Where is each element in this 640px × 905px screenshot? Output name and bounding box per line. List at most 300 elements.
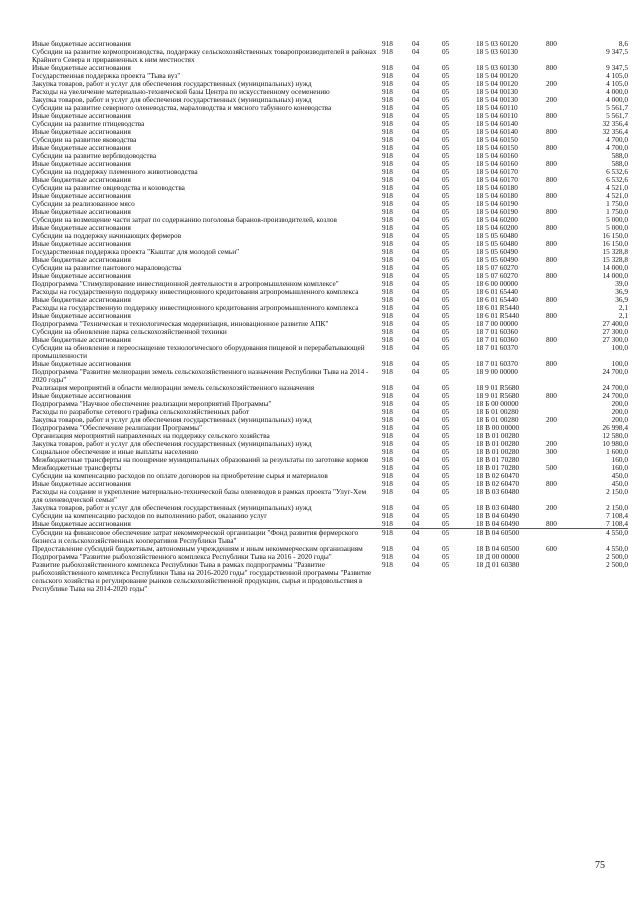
row-razdel: 04 [412, 215, 420, 224]
row-name: Подпрограмма "Развитие мелиорации земель сельскохозяйственного назначения Республики Тыва на 2014 - 2020 годы" [32, 367, 369, 384]
row-grbs: 918 [382, 143, 393, 152]
row-csr: 18 5 04 60200 [476, 223, 518, 232]
row-name: Субсидии на развитие кормопроизводства, поддержку сельскохозяйственных товаропроизводителей в районах Крайнего Севера и приравненных к ним местностях [32, 47, 377, 64]
row-name: Реализация мероприятий в области мелиорации земель сельскохозяйственного назначения [32, 383, 315, 392]
table-row [32, 456, 628, 464]
row-csr: 18 5 04 00120 [476, 71, 518, 80]
row-grbs: 918 [382, 255, 393, 264]
row-podrazdel: 05 [442, 143, 450, 152]
row-sum: 6 532,6 [606, 167, 628, 176]
row-sum: 200,0 [611, 415, 628, 424]
row-grbs: 918 [382, 135, 393, 144]
row-razdel: 04 [412, 439, 420, 448]
row-sum: 160,0 [611, 463, 628, 472]
row-podrazdel: 05 [442, 383, 450, 392]
row-csr: 18 В 04 60490 [476, 511, 520, 520]
row-name: Иные бюджетные ассигнования [32, 520, 382, 529]
row-csr: 18 5 04 60180 [476, 183, 518, 192]
row-razdel: 04 [412, 47, 420, 56]
row-name: Подпрограмма "Научное обеспечение реализации мероприятий Программы" [32, 399, 272, 408]
row-name: Иные бюджетные ассигнования [32, 111, 131, 120]
row-razdel: 04 [412, 295, 420, 304]
row-sum: 9 347,5 [606, 63, 628, 72]
row-name: Подпрограмма "Развитие рыбохозяйственного комплекса Республики Тыва на 2016 - 2020 годы" [32, 552, 332, 561]
row-grbs: 918 [382, 151, 393, 160]
row-name: Государственная поддержка проекта "Кыштаг для молодой семьи" [32, 247, 240, 256]
row-grbs: 918 [382, 167, 393, 176]
row-podrazdel: 05 [442, 295, 450, 304]
row-razdel: 04 [412, 552, 420, 561]
row-grbs: 918 [382, 71, 393, 80]
row-podrazdel: 05 [442, 47, 450, 56]
row-grbs: 918 [382, 207, 393, 216]
row-grbs: 918 [382, 528, 393, 537]
row-grbs: 918 [382, 159, 393, 168]
row-razdel: 04 [412, 127, 420, 136]
row-sum: 4 521,0 [606, 183, 628, 192]
row-podrazdel: 05 [442, 127, 450, 136]
row-vr: 800 [546, 295, 557, 304]
row-csr: 18 5 04 60150 [476, 143, 518, 152]
row-grbs: 918 [382, 119, 393, 128]
row-podrazdel: 05 [442, 263, 450, 272]
table-body [32, 40, 628, 593]
row-razdel: 04 [412, 191, 420, 200]
row-sum: 12 580,0 [602, 431, 628, 440]
row-csr: 18 5 03 60130 [476, 63, 518, 72]
row-grbs: 918 [382, 487, 393, 496]
table-row [32, 368, 628, 384]
row-csr: 18 5 05 60480 [476, 231, 518, 240]
row-podrazdel: 05 [442, 231, 450, 240]
row-vr [546, 488, 576, 504]
row-sum: 8,6 [618, 39, 628, 48]
row-vr: 800 [546, 520, 576, 529]
row-razdel: 04 [412, 335, 420, 344]
row-sum: 9 347,5 [606, 47, 628, 56]
row-name: Субсидии на поддержку племенного животноводства [32, 167, 198, 176]
row-name: Иные бюджетные ассигнования [32, 271, 131, 280]
row-name: Иные бюджетные ассигнования [32, 359, 131, 368]
row-grbs: 918 [382, 175, 393, 184]
row-vr: 800 [546, 335, 557, 344]
row-razdel: 04 [412, 279, 420, 288]
row-vr: 800 [546, 239, 557, 248]
row-podrazdel: 05 [442, 343, 450, 352]
row-podrazdel: 05 [442, 447, 450, 456]
row-name: Межбюджетные трансферты [32, 463, 122, 472]
row-razdel: 04 [412, 159, 420, 168]
row-podrazdel: 05 [442, 479, 450, 488]
row-podrazdel: 05 [442, 111, 450, 120]
row-name: Субсидии на обновление и переоснащение технологического оборудования пищевой и перерабатывающей промышленности [32, 343, 365, 360]
row-csr: 18 5 04 60140 [476, 119, 518, 128]
row-grbs: 918 [382, 544, 393, 553]
row-vr [546, 400, 576, 408]
table-row [32, 488, 628, 504]
row-podrazdel: 05 [442, 511, 450, 520]
row-razdel: 04 [412, 79, 420, 88]
row-podrazdel: 05 [442, 223, 450, 232]
row-podrazdel: 05 [442, 151, 450, 160]
row-name: Иные бюджетные ассигнования [32, 295, 131, 304]
row-podrazdel: 05 [442, 439, 450, 448]
row-name: Иные бюджетные ассигнования [32, 391, 131, 400]
row-podrazdel: 05 [442, 359, 450, 368]
row-grbs: 918 [382, 560, 393, 569]
row-vr: 800 [546, 159, 557, 168]
row-razdel: 04 [412, 167, 420, 176]
row-razdel: 04 [412, 391, 420, 400]
row-name: Государственная поддержка проекта "Тыва вуз" [32, 71, 181, 80]
row-grbs: 918 [382, 335, 393, 344]
row-name: Субсидии за реализованное мясо [32, 199, 135, 208]
row-csr: 18 5 07 60270 [476, 271, 518, 280]
row-grbs: 918 [382, 183, 393, 192]
row-csr: 18 Д 01 60380 [476, 560, 520, 569]
row-sum: 24 700,0 [602, 383, 628, 392]
row-csr: 18 7 00 00000 [476, 319, 518, 328]
row-razdel: 04 [412, 255, 420, 264]
row-vr: 800 [546, 271, 557, 280]
row-csr: 18 9 01 R5680 [476, 391, 520, 400]
row-name: Иные бюджетные ассигнования [32, 207, 131, 216]
row-razdel: 04 [412, 423, 420, 432]
row-podrazdel: 05 [442, 303, 450, 312]
row-csr: 18 Б 01 00280 [476, 415, 519, 424]
row-vr: 500 [546, 463, 557, 472]
row-razdel: 04 [412, 520, 442, 529]
row-podrazdel: 05 [442, 71, 450, 80]
row-name: Расходы на государственную поддержку инвестиционного кредитования агропромышленного комплекса [32, 303, 359, 312]
row-sum: 10 980,0 [602, 439, 628, 448]
row-grbs: 918 [382, 287, 393, 296]
row-grbs: 918 [382, 319, 393, 328]
row-vr: 800 [546, 391, 557, 400]
row-grbs: 918 [382, 79, 393, 88]
row-razdel: 04 [412, 463, 420, 472]
row-razdel: 04 [412, 560, 420, 569]
row-podrazdel: 05 [442, 103, 450, 112]
row-csr: 18 7 01 60370 [476, 343, 518, 352]
row-name: Иные бюджетные ассигнования [32, 255, 131, 264]
row-csr: 18 5 04 60110 [476, 103, 518, 112]
row-csr: 18 В 01 70280 [476, 463, 520, 472]
row-razdel: 04 [412, 479, 420, 488]
row-razdel: 04 [412, 407, 420, 416]
row-sum: 4 000,0 [606, 95, 628, 104]
row-grbs: 918 [382, 47, 393, 56]
row-vr [546, 280, 576, 288]
row-sum: 160,0 [611, 455, 628, 464]
row-csr: 18 5 04 60160 [476, 151, 518, 160]
row-name: Иные бюджетные ассигнования [32, 479, 131, 488]
row-grbs: 918 [382, 111, 393, 120]
row-sum: 4 000,0 [606, 87, 628, 96]
row-podrazdel: 05 [442, 287, 450, 296]
row-sum: 26 998,4 [602, 423, 628, 432]
row-csr: 18 Д 00 00000 [476, 552, 520, 561]
row-csr: 18 6 01 65440 [476, 287, 518, 296]
row-sum: 2 500,0 [606, 552, 628, 561]
row-sum: 100,0 [611, 359, 628, 368]
row-csr: 18 5 03 60130 [476, 47, 518, 56]
row-grbs: 918 [382, 199, 393, 208]
row-podrazdel: 05 [442, 455, 450, 464]
row-grbs: 918 [382, 367, 393, 376]
row-sum: 2,1 [618, 311, 628, 320]
row-sum: 200,0 [611, 407, 628, 416]
row-grbs: 918 [382, 103, 393, 112]
row-grbs: 918 [382, 279, 393, 288]
row-podrazdel: 05 [442, 528, 450, 537]
row-csr: 18 5 04 60140 [476, 127, 518, 136]
row-grbs: 918 [382, 263, 393, 272]
row-razdel: 04 [412, 471, 420, 480]
row-podrazdel: 05 [442, 327, 450, 336]
row-podrazdel: 05 [442, 135, 450, 144]
row-razdel: 04 [412, 71, 420, 80]
row-csr: 18 7 01 60360 [476, 327, 518, 336]
row-razdel: 04 [412, 487, 420, 496]
row-name: Иные бюджетные ассигнования [32, 39, 131, 48]
row-razdel: 04 [412, 503, 420, 512]
row-name: Иные бюджетные ассигнования [32, 159, 131, 168]
row-name: Закупка товаров, работ и услуг для обеспечения государственных (муниципальных) нужд [32, 415, 312, 424]
row-podrazdel: 05 [442, 167, 450, 176]
row-grbs: 918 [382, 415, 393, 424]
row-grbs: 918 [382, 271, 393, 280]
row-name: Субсидии на развитие овцеводства и козоводства [32, 183, 185, 192]
row-sum: 100,0 [611, 343, 628, 352]
row-sum: 36,9 [615, 295, 628, 304]
row-sum: 1 750,0 [606, 207, 628, 216]
row-podrazdel: 05 [442, 215, 450, 224]
row-name: Субсидии на развитие птицеводства [32, 119, 145, 128]
row-razdel: 04 [412, 63, 420, 72]
row-csr: 18 5 05 60490 [476, 255, 518, 264]
row-podrazdel: 05 [442, 39, 450, 48]
row-csr: 18 В 03 60480 [476, 487, 520, 496]
row-name: Межбюджетные трансферты на поощрение муниципальных образований за результаты по заготовке кормов [32, 455, 369, 464]
row-vr [546, 344, 576, 360]
row-csr: 18 6 00 00000 [476, 279, 518, 288]
row-podrazdel: 05 [442, 95, 450, 104]
row-csr: 18 6 01 R5440 [476, 311, 520, 320]
row-sum: 36,9 [615, 287, 628, 296]
row-csr: 18 9 00 00000 [476, 367, 518, 376]
row-csr: 18 В 01 00280 [476, 439, 520, 448]
row-grbs: 918 [382, 471, 393, 480]
row-sum: 5 000,0 [606, 215, 628, 224]
row-grbs: 918 [382, 247, 393, 256]
row-name: Развитие рыбохозяйственного комплекса Республики Тыва в рамках подпрограммы "Развитие рыбохозяйственного комплекса Республики Тыва на 2016-2020 годы" государственной программы "Развитие сельского хозяйства и регулирование рынков сельскохозяйственной продукции, сырья и продовольствия в Республике Тыва на 2014-2020 годы" [32, 560, 372, 593]
row-grbs: 918 [382, 295, 393, 304]
row-grbs: 918 [382, 359, 393, 368]
row-razdel: 04 [412, 367, 420, 376]
row-podrazdel: 05 [442, 311, 450, 320]
row-grbs: 918 [382, 455, 393, 464]
row-csr: 18 5 04 60150 [476, 135, 518, 144]
row-csr: 18 5 05 60480 [476, 239, 518, 248]
row-csr: 18 В 00 00000 [476, 423, 520, 432]
row-vr: 800 [546, 143, 557, 152]
row-razdel: 04 [412, 223, 420, 232]
row-name: Организация мероприятий направленных на поддержку сельского хозяйства [32, 431, 270, 440]
row-razdel: 04 [412, 247, 420, 256]
row-podrazdel: 05 [442, 560, 450, 569]
row-csr: 18 В 04 60500 [476, 528, 520, 537]
row-grbs: 918 [382, 303, 393, 312]
row-name: Иные бюджетные ассигнования [32, 335, 131, 344]
row-csr: 18 В 01 70280 [476, 455, 520, 464]
row-razdel: 04 [412, 263, 420, 272]
row-podrazdel: 05 [442, 159, 450, 168]
row-grbs: 918 [382, 447, 393, 456]
row-podrazdel: 05 [442, 391, 450, 400]
row-name: Субсидии на развитие яководства [32, 135, 137, 144]
row-podrazdel: 05 [442, 175, 450, 184]
row-vr: 200 [546, 439, 557, 448]
row-vr: 200 [546, 95, 557, 104]
row-sum: 200,0 [611, 399, 628, 408]
row-podrazdel: 05 [442, 471, 450, 480]
row-sum: 450,0 [611, 471, 628, 480]
row-sum: 4 105,0 [606, 79, 628, 88]
row-csr: 18 5 04 00130 [476, 87, 518, 96]
row-podrazdel: 05 [442, 207, 450, 216]
row-name: Подпрограмма "Техническая и технологическая модернизация, инновационное развитие АПК" [32, 319, 329, 328]
row-vr: 800 [546, 359, 557, 368]
row-name: Расходы на увеличение материально-технической базы Центра по искусственному осеменению [32, 87, 330, 96]
row-csr: 18 В 04 60490 [476, 520, 546, 529]
row-razdel: 04 [412, 271, 420, 280]
row-grbs: 918 [382, 127, 393, 136]
row-sum: 15 328,8 [602, 247, 628, 256]
row-vr: 800 [546, 191, 557, 200]
row-razdel: 04 [412, 111, 420, 120]
row-vr: 300 [546, 447, 557, 456]
row-csr: 18 5 04 60200 [476, 215, 518, 224]
row-podrazdel: 05 [442, 544, 450, 553]
row-razdel: 04 [412, 343, 420, 352]
row-sum: 32 356,4 [602, 119, 628, 128]
row-podrazdel: 05 [442, 407, 450, 416]
row-razdel: 04 [412, 455, 420, 464]
row-sum: 2 500,0 [606, 560, 628, 569]
row-csr: 18 5 03 60120 [476, 39, 518, 48]
row-razdel: 04 [412, 303, 420, 312]
row-name: Субсидии на поддержку начинающих фермеров [32, 231, 182, 240]
row-sum: 2,1 [618, 303, 628, 312]
row-vr: 800 [546, 479, 557, 488]
row-csr: 18 7 01 60370 [476, 359, 518, 368]
row-vr: 800 [546, 223, 557, 232]
row-grbs: 918 [382, 231, 393, 240]
row-vr [546, 320, 576, 328]
row-csr: 18 В 02 60470 [476, 471, 520, 480]
row-vr [546, 553, 576, 561]
row-vr [546, 424, 576, 432]
row-vr: 200 [546, 503, 557, 512]
row-grbs: 918 [382, 463, 393, 472]
row-sum: 14 000,0 [602, 263, 628, 272]
row-sum: 5 000,0 [606, 223, 628, 232]
row-name: Субсидии на развитие северного оленеводства, мараловодства и мясного табунного коневодства [32, 103, 332, 112]
row-sum: 588,0 [611, 151, 628, 160]
row-grbs: 918 [382, 399, 393, 408]
row-razdel: 04 [412, 95, 420, 104]
table-row [32, 48, 628, 64]
row-name: Закупка товаров, работ и услуг для обеспечения государственных (муниципальных) нужд [32, 79, 312, 88]
row-podrazdel: 05 [442, 199, 450, 208]
table-row [32, 529, 628, 546]
row-podrazdel: 05 [442, 552, 450, 561]
row-podrazdel: 05 [442, 255, 450, 264]
row-razdel: 04 [412, 431, 420, 440]
row-sum: 16 150,0 [602, 231, 628, 240]
row-podrazdel: 05 [442, 431, 450, 440]
table-row [32, 344, 628, 360]
row-podrazdel: 05 [442, 191, 450, 200]
row-name: Закупка товаров, работ и услуг для обеспечения государственных (муниципальных) нужд [32, 439, 312, 448]
row-name: Субсидии на финансовое обеспечение затрат некоммерческой организации "Фонд развития фермерского бизнеса и сельскохозяйственных кооперативов Республики Тыва" [32, 528, 359, 545]
row-sum: 24 700,0 [602, 367, 628, 376]
row-csr: 18 5 04 00130 [476, 95, 518, 104]
row-sum: 16 150,0 [602, 239, 628, 248]
row-sum: 450,0 [611, 479, 628, 488]
row-razdel: 04 [412, 87, 420, 96]
row-csr: 18 Б 01 00280 [476, 407, 519, 416]
row-grbs: 918 [382, 215, 393, 224]
row-podrazdel: 05 [442, 399, 450, 408]
page-number: 75 [595, 860, 605, 871]
row-razdel: 04 [412, 151, 420, 160]
row-sum: 5 561,7 [606, 103, 628, 112]
row-csr: 18 5 07 60270 [476, 263, 518, 272]
row-vr: 800 [546, 111, 557, 120]
row-csr: 18 5 04 60190 [476, 207, 518, 216]
table-row [32, 561, 628, 593]
row-vr [546, 529, 576, 546]
row-csr: 18 5 04 60110 [476, 111, 518, 120]
row-sum: 1 600,0 [606, 447, 628, 456]
row-csr: 18 В 01 00280 [476, 431, 520, 440]
row-sum: 2 150,0 [606, 487, 628, 496]
row-razdel: 04 [412, 447, 420, 456]
row-grbs: 918 [382, 343, 393, 352]
row-razdel: 04 [412, 143, 420, 152]
row-grbs: 918 [382, 431, 393, 440]
row-podrazdel: 05 [442, 520, 476, 529]
row-podrazdel: 05 [442, 119, 450, 128]
row-name: Иные бюджетные ассигнования [32, 63, 131, 72]
row-razdel: 04 [412, 199, 420, 208]
row-name: Иные бюджетные ассигнования [32, 311, 131, 320]
row-razdel: 04 [412, 287, 420, 296]
row-sum: 4 105,0 [606, 71, 628, 80]
row-razdel: 04 [412, 239, 420, 248]
row-csr: 18 5 04 60170 [476, 175, 518, 184]
row-grbs: 918 [382, 383, 393, 392]
row-vr: 200 [546, 415, 557, 424]
row-name: Подпрограмма "Стимулирование инвестиционной деятельности в агропромышленном комплексе" [32, 279, 339, 288]
row-name: Иные бюджетные ассигнования [32, 239, 131, 248]
row-csr: 18 7 01 60360 [476, 335, 518, 344]
row-vr: 600 [546, 544, 557, 553]
row-sum: 4 700,0 [606, 135, 628, 144]
row-razdel: 04 [412, 103, 420, 112]
